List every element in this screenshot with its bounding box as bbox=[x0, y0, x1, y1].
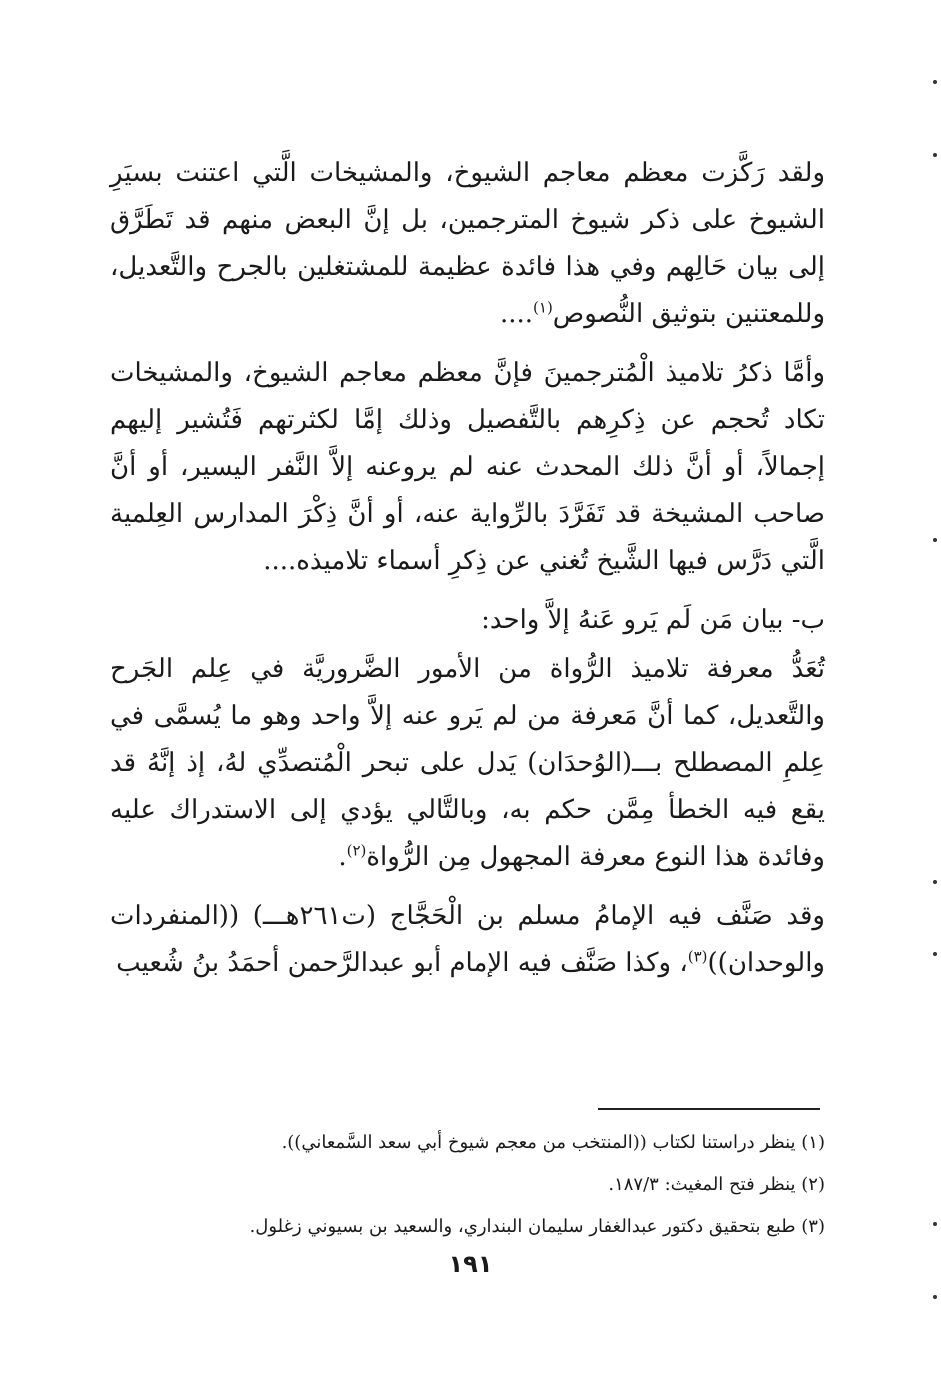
paragraph bbox=[110, 150, 825, 338]
paragraph bbox=[110, 350, 825, 585]
paragraph-tail: .... bbox=[499, 299, 534, 329]
footnote-reference[interactable]: (١) bbox=[533, 298, 553, 317]
page-number: ١٩١ bbox=[448, 1250, 493, 1278]
margin-mark bbox=[933, 538, 937, 542]
margin-mark bbox=[933, 952, 937, 956]
page-body bbox=[110, 150, 825, 999]
footnote-reference[interactable]: (٣) bbox=[687, 947, 708, 966]
margin-mark bbox=[933, 880, 937, 884]
paragraph bbox=[110, 646, 825, 881]
footnote: (٣) طبع بتحقيق دكتور عبدالغفار سليمان البنداري، والسعيد بن بسيوني زغلول. bbox=[249, 1216, 825, 1237]
margin-mark bbox=[933, 1222, 937, 1226]
margin-mark bbox=[933, 80, 937, 84]
footnote: (١) ينظر دراستنا لكتاب ((المنتخب من معجم شيوخ أبي سعد السَّمعاني)). bbox=[281, 1132, 825, 1153]
paragraph-text: تُعَدُّ معرفة تلاميذ الرُّواة من الأمور الضَّروريَّة في عِلم الجَرح والتَّعديل، كما أنَّ مَعرفة من لم يَرو عنه إلاَّ واحد وهو ما يُسمَّى في عِلمِ المصطلح بـــ(الوُحدَان) يَدل على تبحر الْمُتصدِّي لهُ، إذ إنَّهُ قد يقع فيه الخطأ مِمَّن حكم به، وبالتَّالي يؤدي إلى الاستدراك عليه وفائدة هذا النوع معرفة المجهول مِن الرُّواة bbox=[110, 654, 825, 872]
margin-mark bbox=[933, 1295, 937, 1299]
paragraph-tail: ، وكذا صَنَّف فيه الإمام أبو عبدالرَّحمن أحمَدُ بنُ شُعيب bbox=[116, 948, 688, 978]
paragraph-text: ولقد رَكَّزت معظم معاجم الشيوخ، والمشيخات الَّتي اعتنت بسيَرِ الشيوخ على ذكر شيوخ المترجمين، بل إنَّ البعض منهم قد تَطَرَّق إلى بيان حَالِهم وفي هذا فائدة عظيمة للمشتغلين بالجرح والتَّعديل، وللمعتنين بتوثيق النُّصوص bbox=[110, 158, 825, 329]
paragraph-text: وأمَّا ذكرُ تلاميذ الْمُترجمينَ فإنَّ معظم معاجم الشيوخ، والمشيخات تكاد تُحجم عن ذِكرِهم بالتَّفصيل وذلك إمَّا لكثرتهم فَتُشير إليهم إجمالاً، أو أنَّ ذلك المحدث عنه لم يروعنه إلاَّ النَّفر اليسير، أو أنَّ صاحب المشيخة قد تَفَرَّدَ بالرِّواية عنه، أو أنَّ ذِكْرَ المدارس العِلمية الَّتي دَرَّس فيها الشَّيخ تُغني عن ذِكرِ أسماء تلاميذه.... bbox=[110, 358, 826, 576]
footnote-reference[interactable]: (٢) bbox=[346, 841, 367, 860]
footnote: (٢) ينظر فتح المغيث: ١٨٧/٣. bbox=[608, 1174, 825, 1195]
footnote-divider bbox=[598, 1108, 820, 1110]
footnotes bbox=[110, 1122, 825, 1248]
paragraph-tail: . bbox=[338, 842, 347, 872]
margin-mark bbox=[933, 153, 937, 157]
paragraph bbox=[110, 893, 825, 987]
section-heading: ب- بيان مَن لَم يَرو عَنهُ إلاَّ واحد: bbox=[481, 605, 825, 635]
paragraph-text: وقد صَنَّف فيه الإمامُ مسلم بن الْحَجَّاج (ت٢٦١هـــ) ((المنفردات والوحدان)) bbox=[110, 901, 825, 978]
